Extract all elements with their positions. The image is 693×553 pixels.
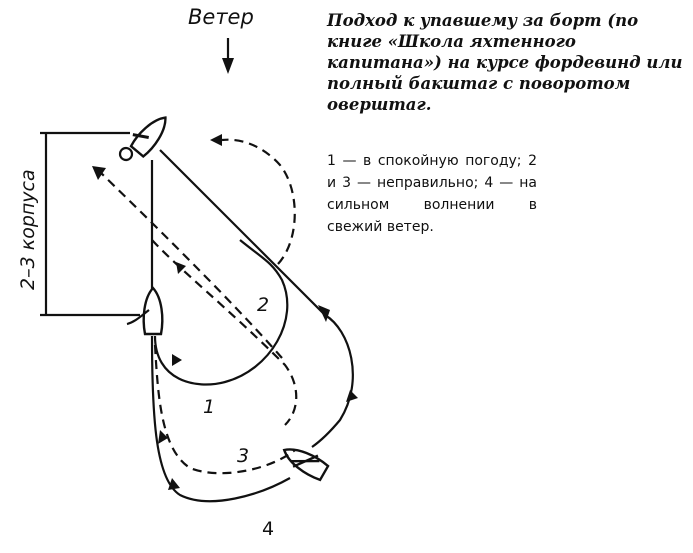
wind-arrow (222, 38, 234, 74)
path-4-arrow-a (318, 305, 330, 322)
wind-label: Ветер (188, 5, 254, 29)
path-2-arrow (210, 134, 222, 146)
yacht-end (279, 440, 330, 482)
path-label-1: 1 (203, 396, 216, 418)
diagram-legend: 1 — в спокойную погоду; 2 и 3 — неправильно; 4 — на сильном волнении в свежий ветер. (327, 153, 537, 235)
path-2-diagonal (100, 172, 282, 358)
path-2-diagonal-arrow (92, 166, 106, 180)
path-3-loop (155, 345, 295, 473)
path-label-3: 3 (237, 445, 250, 467)
distance-label: 2–3 корпуса (17, 169, 39, 290)
path-label-2: 2 (257, 294, 270, 316)
path-2-loop (222, 140, 295, 264)
path-1-arrow (172, 354, 182, 366)
diagram-caption: Подход к упавшему за борт (по книге «Школа яхтенного капитана») на курсе фордевинд или полный бакштаг с поворотом оверштаг. (327, 11, 683, 114)
path-label-4: 4 (262, 518, 275, 540)
yacht-start (126, 109, 172, 158)
yacht-middle (127, 288, 162, 334)
path-3-arrow (158, 430, 168, 444)
person-overboard-marker (120, 148, 132, 160)
